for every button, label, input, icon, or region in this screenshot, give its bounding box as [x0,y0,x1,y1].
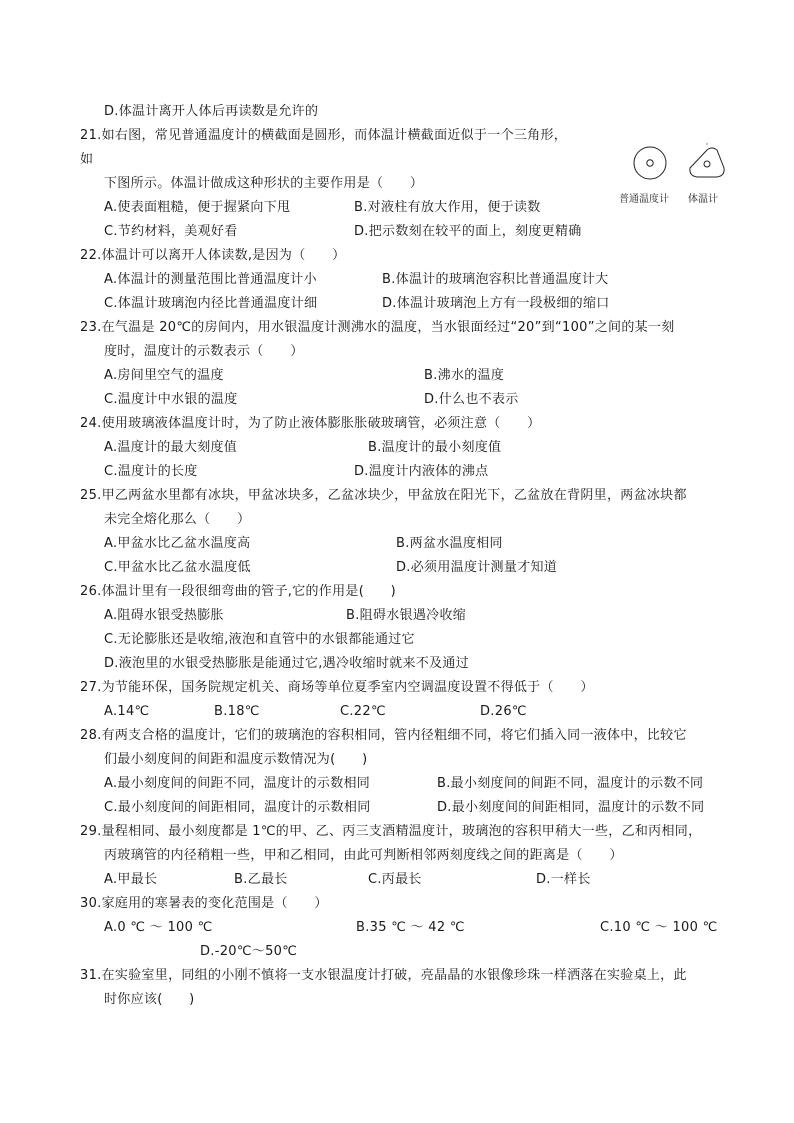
q23-option-d: D.什么也不表示 [424,392,519,407]
q27-option-d: D.26℃ [480,704,527,719]
q25-stem-line2: 未完全熔化那么（ ） [104,512,251,527]
q27-option-a: A.14℃ [104,704,150,719]
q30-option-c: C.10 ℃ ～ 100 ℃ [600,920,718,935]
q21-stem-line3: 下图所示。体温计做成这种形状的主要作用是（ ） [104,176,424,191]
q21-option-a: A.使表面粗糙，便于握紧向下甩 [104,200,291,215]
q28-option-b: B.最小刻度间的间距不同，温度计的示数不同 [437,776,704,791]
q31-stem-line1: 31.在实验室里，同组的小刚不慎将一支水银温度计打破，亮晶晶的水银像珍珠一样洒落在实验桌上，此 [80,968,687,983]
q23-option-b: B.沸水的温度 [424,368,505,383]
q25-option-d: D.必须用温度计测量才知道 [396,560,558,575]
q29-option-b: B.乙最长 [234,872,288,887]
q23-option-c: C.温度计中水银的温度 [104,392,238,407]
q26-option-d: D.液泡里的水银受热膨胀是能通过它,遇冷收缩时就来不及通过 [104,656,469,671]
q22-option-c: C.体温计玻璃泡内径比普通温度计细 [104,296,318,311]
q25-option-a: A.甲盆水比乙盆水温度高 [104,536,251,551]
q21-stem-line1: 21.如右图，常见普通温度计的横截面是圆形，而体温计横截面近似于一个三角形， [80,128,568,143]
q20-option-d: D.体温计离开人体后再读数是允许的 [104,104,319,119]
q22-option-a: A.体温计的测量范围比普通温度计小 [104,272,317,287]
q27-option-b: B.18℃ [214,704,260,719]
q21-option-d: D.把示数刻在较平的面上，刻度更精确 [354,224,582,239]
q21-stem-line2: 如 [80,152,94,167]
thermometer-cross-section-figure [628,140,738,188]
q23-stem-line1: 23.在气温是 20℃的房间内，用水银温度计测沸水的温度，当水银面经过“20”到“100”之间的某一刻 [80,320,675,335]
q26-option-a: A.阻碍水银受热膨胀 [104,608,224,623]
q30-stem: 30.家庭用的寒暑表的变化范围是（ ） [80,896,328,911]
q24-option-c: C.温度计的长度 [104,464,198,479]
q29-option-d: D.一样长 [536,872,591,887]
q26-option-c: C.无论膨胀还是收缩,液泡和直管中的水银都能通过它 [104,632,415,647]
q29-option-c: C.丙最长 [368,872,422,887]
q29-stem-line2: 丙玻璃管的内径稍粗一些，甲和乙相同，由此可判断相邻两刻度线之间的距离是（ ） [104,848,623,863]
q28-option-a: A.最小刻度间的间距不同，温度计的示数相同 [104,776,371,791]
q30-option-d: D.-20℃～50℃ [200,944,298,959]
q21-option-c: C.节约材料，美观好看 [104,224,238,239]
q25-option-c: C.甲盆水比乙盆水温度低 [104,560,251,575]
q24-option-b: B.温度计的最小刻度值 [368,440,502,455]
clinical-thermometer-caption: 体温计 [688,194,718,205]
q29-stem-line1: 29.量程相同、最小刻度都是 1℃的甲、乙、丙三支酒精温度计，玻璃泡的容积甲稍大一些，乙和丙相同， [80,824,702,839]
q28-stem-line2: 们最小刻度间的间距和温度示数情况为( ) [104,752,368,767]
q31-stem-line2: 时你应该( ) [104,992,195,1007]
q24-option-d: D.温度计内液体的沸点 [354,464,489,479]
round-thermometer-caption: 普通温度计 [619,194,669,205]
triangular-thermometer-section-icon [690,143,724,177]
q25-stem-line1: 25.甲乙两盆水里都有冰块，甲盆冰块多，乙盆冰块少，甲盆放在阳光下，乙盆放在背阴里，两盆冰块都 [80,488,687,503]
q28-option-c: C.最小刻度间的间距相同，温度计的示数相同 [104,800,371,815]
q29-option-a: A.甲最长 [104,872,158,887]
q30-option-a: A.0 ℃ ～ 100 ℃ [104,920,213,935]
round-thermometer-section-icon [634,147,666,179]
q23-option-a: A.房间里空气的温度 [104,368,224,383]
q22-option-d: D.体温计玻璃泡上方有一段极细的缩口 [382,296,610,311]
q28-stem-line1: 28.有两支合格的温度计，它们的玻璃泡的容积相同，管内径粗细不同，将它们插入同一液体中，比较它 [80,728,687,743]
q27-stem: 27.为节能环保，国务院规定机关、商场等单位夏季室内空调温度设置不得低于（ ） [80,680,594,695]
q30-option-b: B.35 ℃ ～ 42 ℃ [356,920,465,935]
q25-option-b: B.两盆水温度相同 [396,536,503,551]
q24-option-a: A.温度计的最大刻度值 [104,440,238,455]
q21-option-b: B.对液柱有放大作用，便于读数 [354,200,541,215]
q26-option-b: B.阻碍水银遇冷收缩 [346,608,467,623]
q24-stem: 24.使用玻璃液体温度计时，为了防止液体膨胀胀破玻璃管，必须注意（ ） [80,416,541,431]
q22-stem: 22.体温计可以离开人体读数,是因为（ ） [80,248,346,263]
q26-stem: 26.体温计里有一段很细弯曲的管子,它的作用是( ) [80,584,397,599]
q22-option-b: B.体温计的玻璃泡容积比普通温度计大 [382,272,609,287]
q28-option-d: D.最小刻度间的间距相同，温度计的示数不同 [437,800,705,815]
q23-stem-line2: 度时，温度计的示数表示（ ） [104,344,304,359]
q27-option-c: C.22℃ [340,704,386,719]
